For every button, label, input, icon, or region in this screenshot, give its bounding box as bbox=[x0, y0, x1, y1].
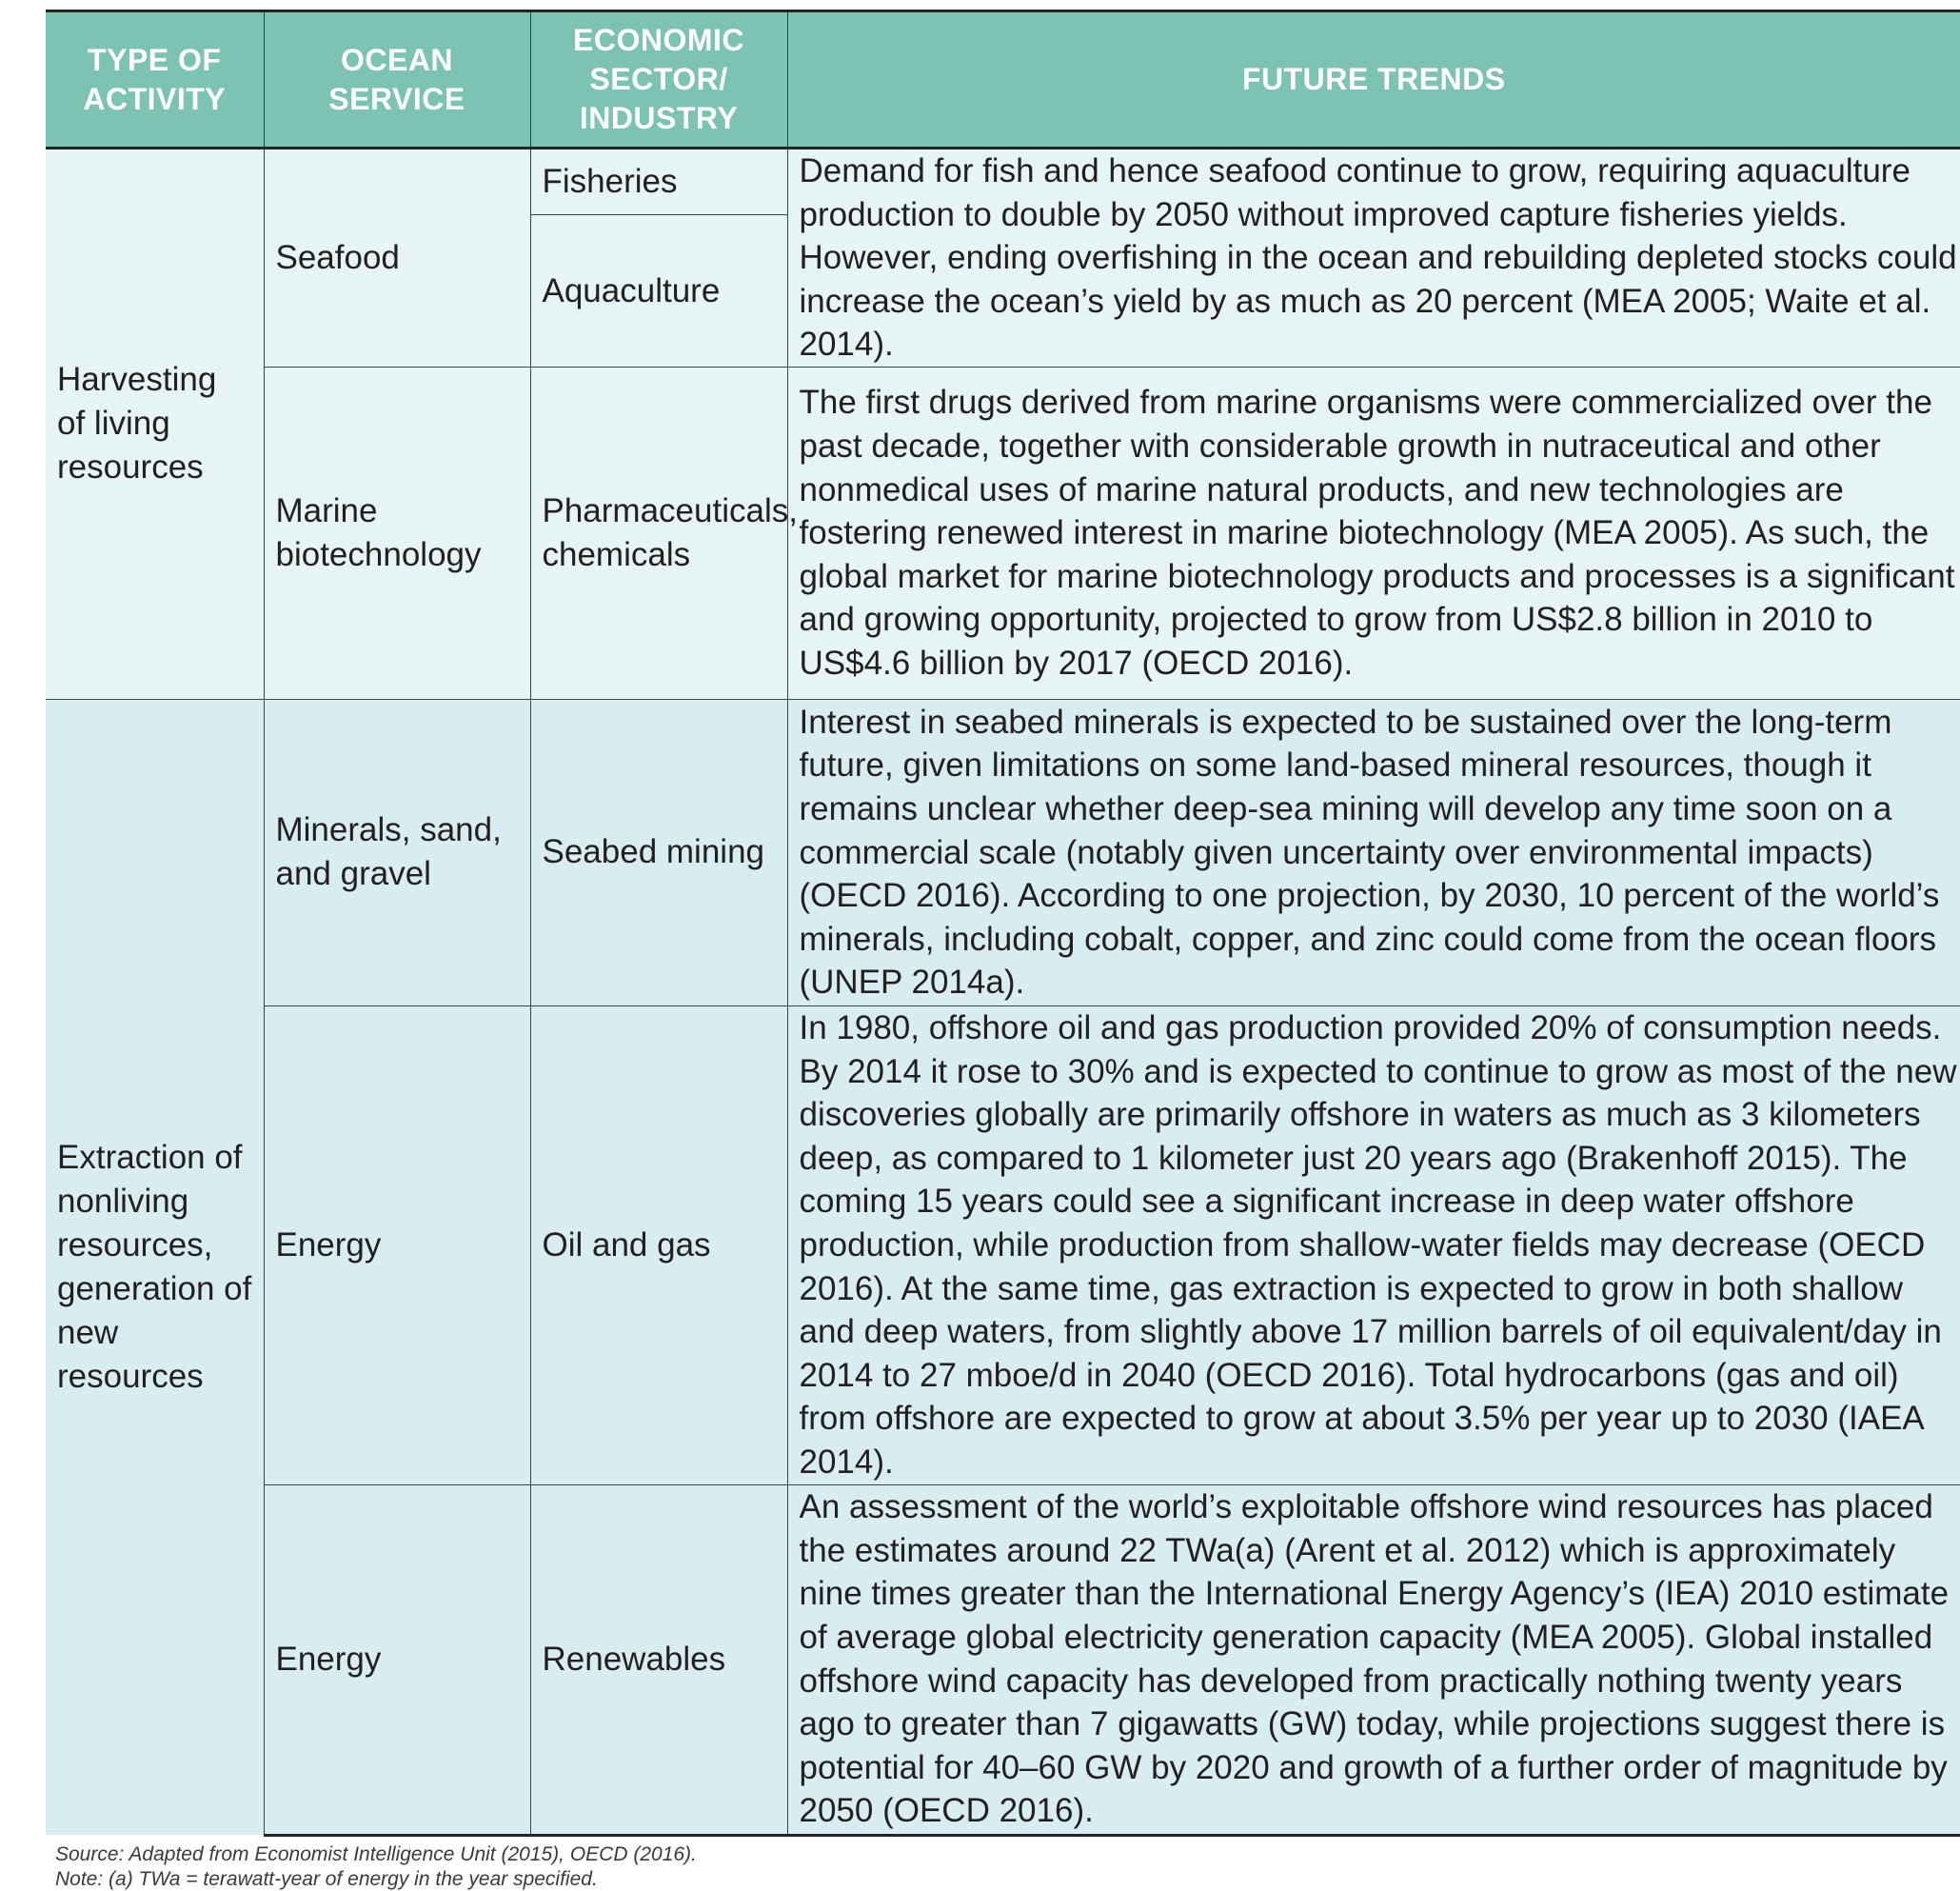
table-row bbox=[46, 367, 1960, 699]
trend-renewables: An assessment of the world’s exploitable offshore wind resources has placed the estimates around 22 TWa(a) (Arent et al. 2012) which is approximately nine times greater than the International Energy Agency’s (IEA) 2010 estimate of average global electricity generation capacity (MEA 2005). Global installed offshore wind capacity has developed from practically nothing twenty years ago to greater than 7 gigawatts (GW) today, while projections suggest there is potential for 40–60 GW by 2020 and growth of a further order of magnitude by 2050 (OECD 2016). bbox=[787, 1484, 1960, 1835]
service-energy-renewables: Energy bbox=[264, 1484, 530, 1835]
trend-seabed-mining: Interest in seabed minerals is expected to be sustained over the long-term future, given limitations on some land-based mineral resources, though it remains unclear whether deep-sea mining will develop any time soon on a commercial scale (notably given uncertainty over environmental impacts) (OECD 2016). According to one projection, by 2030, 10 percent of the world’s minerals, including cobalt, copper, and zinc could come from the ocean floors (UNEP 2014a). bbox=[787, 699, 1960, 1005]
trend-oil-and-gas: In 1980, offshore oil and gas production provided 20% of consumption needs. By 2014 it rose to 30% and is expected to continue to grow as most of the new discoveries globally are primarily offshore in waters as much as 3 kilometers deep, as compared to 1 kilometer just 20 years ago (Brakenhoff 2015). The coming 15 years could see a significant increase in deep water offshore production, while production from shallow-water fields may decrease (OECD 2016). At the same time, gas extraction is expected to grow in both shallow and deep waters, from slightly above 17 million barrels of oil equivalent/day in 2014 to 27 mboe/d in 2040 (OECD 2016). Total hydrocarbons (gas and oil) from offshore are expected to grow at about 3.5% per year up to 2030 (IAEA 2014). bbox=[787, 1005, 1960, 1484]
sector-renewables: Renewables bbox=[530, 1484, 787, 1835]
table-row bbox=[46, 1484, 1960, 1835]
table-row bbox=[46, 149, 1960, 215]
activity-extraction: Extraction of nonliving resources, generation of new resources bbox=[46, 699, 264, 1835]
footnote: Note: (a) TWa = terawatt-year of energy in the year specified. bbox=[55, 1868, 598, 1890]
header-future-trends: FUTURE TRENDS bbox=[787, 11, 1960, 149]
header-economic-sector: ECONOMIC SECTOR/ INDUSTRY bbox=[530, 11, 787, 149]
sector-pharmaceuticals: Pharmaceuticals, chemicals bbox=[530, 367, 787, 699]
ocean-economy-table-container bbox=[46, 10, 1960, 1837]
header-ocean-service: OCEAN SERVICE bbox=[264, 11, 530, 149]
trend-marine-biotechnology: The first drugs derived from marine organisms were commercialized over the past decade, together with considerable growth in nutraceutical and other nonmedical uses of marine natural products, and new technologies are fostering renewed interest in marine biotechnology (MEA 2005). As such, the global market for marine biotechnology products and processes is a significant and growing opportunity, projected to grow from US$2.8 billion in 2010 to US$4.6 billion by 2017 (OECD 2016). bbox=[787, 367, 1960, 699]
table-row bbox=[46, 1005, 1960, 1484]
sector-seabed-mining: Seabed mining bbox=[530, 699, 787, 1005]
ocean-economy-table bbox=[46, 10, 1960, 1837]
trend-seafood: Demand for fish and hence seafood continue to grow, requiring aquaculture production to double by 2050 without improved capture fisheries yields. However, ending overfishing in the ocean and rebuilding depleted stocks could increase the ocean’s yield by as much as 20 percent (MEA 2005; Waite et al. 2014). bbox=[787, 149, 1960, 368]
service-minerals: Minerals, sand, and gravel bbox=[264, 699, 530, 1005]
header-type-of-activity: TYPE OF ACTIVITY bbox=[46, 11, 264, 149]
header-row bbox=[46, 11, 1960, 149]
service-energy-oil-gas: Energy bbox=[264, 1005, 530, 1484]
activity-harvesting: Harvesting of living resources bbox=[46, 149, 264, 700]
sector-oil-and-gas: Oil and gas bbox=[530, 1005, 787, 1484]
sector-aquaculture: Aquaculture bbox=[530, 215, 787, 368]
service-marine-biotechnology: Marine biotechnology bbox=[264, 367, 530, 699]
service-seafood: Seafood bbox=[264, 149, 530, 368]
table-row bbox=[46, 699, 1960, 1005]
source-note: Source: Adapted from Economist Intelligence Unit (2015), OECD (2016). bbox=[55, 1843, 697, 1865]
sector-fisheries: Fisheries bbox=[530, 149, 787, 215]
